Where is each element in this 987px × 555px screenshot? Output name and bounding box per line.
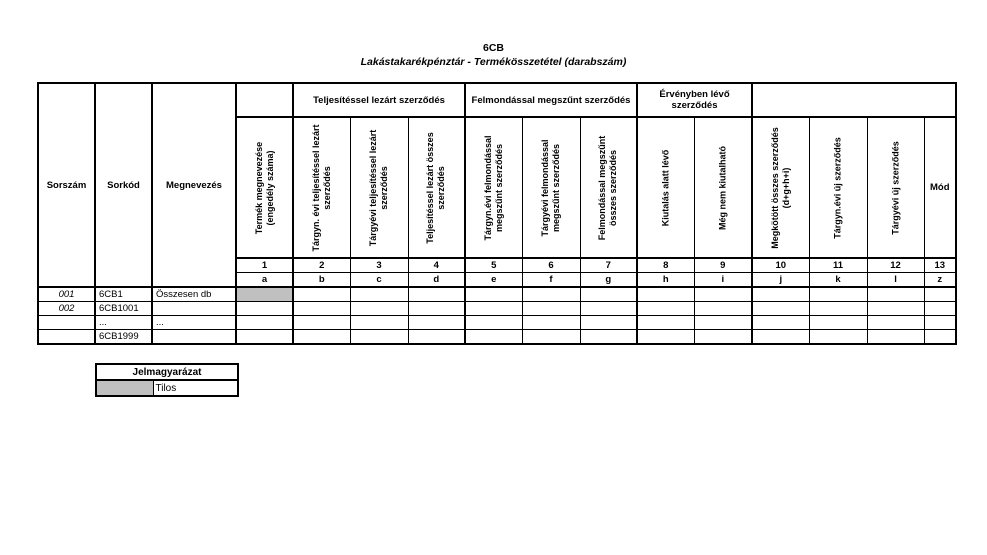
col-letter-k: k: [809, 273, 867, 288]
data-cell[interactable]: [293, 287, 350, 302]
col-letter-f: f: [522, 273, 580, 288]
group-felmondassal: Felmondással megszűnt szerződés: [465, 83, 637, 117]
row-sorszam: 002: [38, 302, 95, 316]
col-letter-d: d: [408, 273, 465, 288]
legend-title: Jelmagyarázat: [96, 364, 238, 380]
data-cell[interactable]: [408, 330, 465, 345]
data-cell[interactable]: [580, 316, 637, 330]
row-sorszam: [38, 330, 95, 345]
data-cell[interactable]: [924, 302, 956, 316]
group-teljesitessel: Teljesítéssel lezárt szerződés: [293, 83, 465, 117]
table-row: [38, 330, 956, 345]
col-label-7: Felmondással megszűnt összes szerződés: [580, 117, 637, 258]
row-sorszam: [38, 316, 95, 330]
col-letter-a: a: [236, 273, 293, 288]
col-letter-h: h: [637, 273, 694, 288]
data-cell[interactable]: [465, 330, 522, 345]
data-cell[interactable]: [580, 302, 637, 316]
sorkod-header: Sorkód: [95, 83, 152, 287]
data-cell[interactable]: [809, 316, 867, 330]
data-cell[interactable]: [867, 287, 924, 302]
col-letter-z: z: [924, 273, 956, 288]
data-cell[interactable]: [465, 302, 522, 316]
legend-label-forbidden: Tilos: [153, 380, 238, 396]
data-cell[interactable]: [408, 316, 465, 330]
data-cell[interactable]: [408, 287, 465, 302]
data-cell[interactable]: [580, 287, 637, 302]
data-cell[interactable]: [236, 316, 293, 330]
col-label-6: Tárgyévi felmondással megszűnt szerződés: [522, 117, 580, 258]
data-cell[interactable]: [924, 316, 956, 330]
row-megnevezes: [152, 330, 236, 345]
data-cell[interactable]: [350, 287, 408, 302]
col-letter-l: l: [867, 273, 924, 288]
col-letter-g: g: [580, 273, 637, 288]
data-cell[interactable]: [236, 302, 293, 316]
data-cell[interactable]: [522, 287, 580, 302]
data-cell[interactable]: [809, 287, 867, 302]
col-letter-c: c: [350, 273, 408, 288]
group-header-row: [38, 83, 956, 117]
col-number-9: 9: [694, 258, 752, 273]
row-sorkod: ...: [95, 316, 152, 330]
group-blank-a: [236, 83, 293, 117]
data-cell[interactable]: [522, 316, 580, 330]
table-row: [38, 287, 956, 302]
data-cell[interactable]: [522, 330, 580, 345]
data-cell[interactable]: [465, 287, 522, 302]
col-label-11: Tárgyn.évi új szerződés: [809, 117, 867, 258]
data-cell[interactable]: [867, 316, 924, 330]
col-label-13: Mód: [924, 117, 956, 258]
data-cell[interactable]: [408, 302, 465, 316]
col-number-6: 6: [522, 258, 580, 273]
data-cell[interactable]: [752, 316, 809, 330]
row-sorszam: 001: [38, 287, 95, 302]
table-row: [38, 302, 956, 316]
col-label-12: Tárgyévi új szerződés: [867, 117, 924, 258]
data-cell[interactable]: [236, 330, 293, 345]
row-megnevezes: Összesen db: [152, 287, 236, 302]
data-cell[interactable]: [924, 287, 956, 302]
data-cell[interactable]: [522, 302, 580, 316]
data-cell[interactable]: [752, 330, 809, 345]
sorszam-header: Sorszám: [38, 83, 95, 287]
col-letter-j: j: [752, 273, 809, 288]
data-cell[interactable]: [694, 287, 752, 302]
col-number-10: 10: [752, 258, 809, 273]
col-number-12: 12: [867, 258, 924, 273]
col-label-5: Tárgyn.évi felmondással megszűnt szerződés: [465, 117, 522, 258]
data-cell[interactable]: [350, 302, 408, 316]
col-number-5: 5: [465, 258, 522, 273]
col-number-8: 8: [637, 258, 694, 273]
col-letter-i: i: [694, 273, 752, 288]
group-blank-right: [752, 83, 956, 117]
col-letter-e: e: [465, 273, 522, 288]
table-row: [38, 316, 956, 330]
row-megnevezes: ...: [152, 316, 236, 330]
data-cell[interactable]: [809, 302, 867, 316]
col-number-7: 7: [580, 258, 637, 273]
row-sorkod: 6CB1001: [95, 302, 152, 316]
megnevezes-header: Megnevezés: [152, 83, 236, 287]
data-cell[interactable]: [694, 330, 752, 345]
data-cell[interactable]: [293, 302, 350, 316]
data-cell[interactable]: [465, 316, 522, 330]
col-label-1: Termék megnevezése (engedély száma): [236, 117, 293, 258]
data-cell[interactable]: [867, 330, 924, 345]
data-cell[interactable]: [752, 302, 809, 316]
data-cell[interactable]: [580, 330, 637, 345]
data-cell[interactable]: [293, 316, 350, 330]
data-cell[interactable]: [867, 302, 924, 316]
data-cell[interactable]: [637, 287, 694, 302]
data-cell[interactable]: [752, 287, 809, 302]
data-cell[interactable]: [637, 316, 694, 330]
col-number-2: 2: [293, 258, 350, 273]
row-sorkod: 6CB1: [95, 287, 152, 302]
data-cell[interactable]: [694, 302, 752, 316]
data-cell[interactable]: [350, 316, 408, 330]
form-subtitle: Lakástakarékpénztár - Termékösszetétel (darabszám): [360, 56, 627, 68]
col-label-10: Megkötött összes szerződés (d+g+h+i): [752, 117, 809, 258]
data-cell[interactable]: [809, 330, 867, 345]
data-cell[interactable]: [637, 330, 694, 345]
col-label-4: Teljesítéssel lezárt összes szerződés: [408, 117, 465, 258]
row-megnevezes: [152, 302, 236, 316]
form-code: 6CB: [482, 42, 504, 54]
col-number-13: 13: [924, 258, 956, 273]
group-ervenyben: Érvényben lévő szerződés: [637, 83, 752, 117]
col-number-11: 11: [809, 258, 867, 273]
col-label-3: Tárgyévi teljesítéssel lezárt szerződés: [350, 117, 408, 258]
col-number-3: 3: [350, 258, 408, 273]
forbidden-cell: [236, 287, 293, 302]
product-table: [37, 82, 957, 345]
col-label-9: Még nem kiutalható: [694, 117, 752, 258]
data-cell[interactable]: [350, 330, 408, 345]
legend-swatch-forbidden: [96, 380, 153, 396]
col-letter-b: b: [293, 273, 350, 288]
col-number-1: 1: [236, 258, 293, 273]
data-cell[interactable]: [637, 302, 694, 316]
legend-table: [95, 363, 239, 397]
col-number-4: 4: [408, 258, 465, 273]
data-cell[interactable]: [924, 330, 956, 345]
data-cell[interactable]: [293, 330, 350, 345]
col-label-2: Tárgyn. évi teljesítéssel lezárt szerződés: [293, 117, 350, 258]
data-cell[interactable]: [694, 316, 752, 330]
row-sorkod: 6CB1999: [95, 330, 152, 345]
col-label-8: Kiutalás alatt lévő: [637, 117, 694, 258]
